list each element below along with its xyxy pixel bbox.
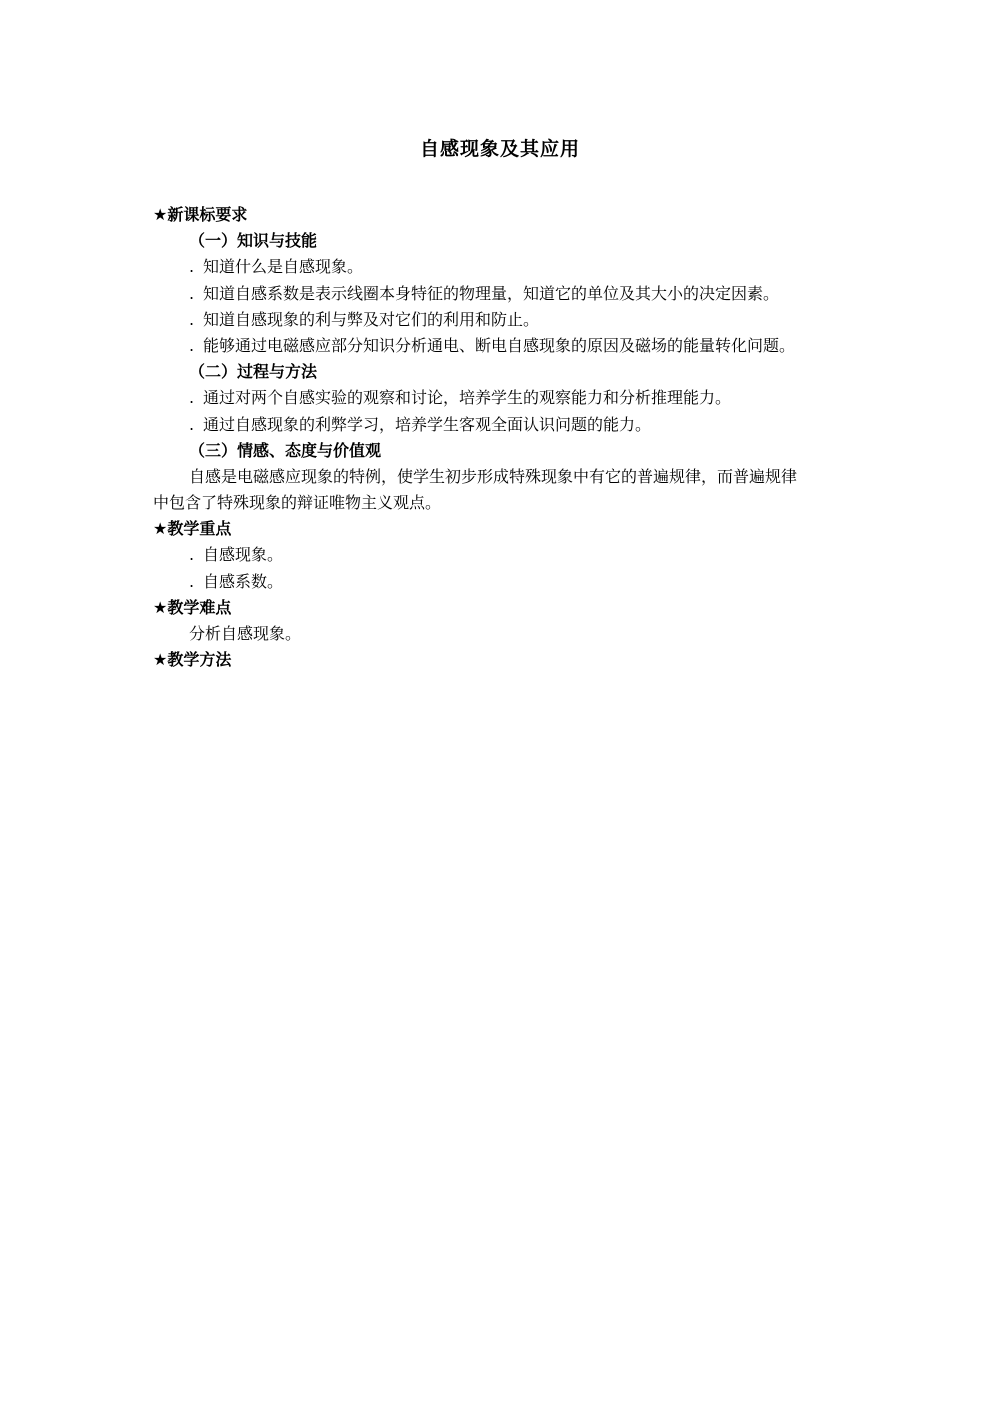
list-item <box>153 412 853 438</box>
subsection-heading-knowledge: （一）知识与技能 <box>189 231 318 251</box>
list-item <box>153 281 853 307</box>
document-body <box>153 202 853 673</box>
list-item <box>153 333 853 359</box>
values-paragraph-line-2: 中包含了特殊现象的辩证唯物主义观点。 <box>153 493 442 513</box>
list-item <box>153 542 853 568</box>
bullet-dot: . <box>189 414 195 434</box>
bullet-dot: . <box>189 309 195 329</box>
values-paragraph-line-1: 自感是电磁感应现象的特例，使学生初步形成特殊现象中有它的普遍规律，而普遍规律 <box>189 466 798 486</box>
list-item-text: 知道自感系数是表示线圈本身特征的物理量，知道它的单位及其大小的决定因素。 <box>203 283 780 303</box>
bullet-dot: . <box>189 335 195 355</box>
list-item-text: 自感系数。 <box>203 571 284 591</box>
section-heading-standards: ★新课标要求 <box>153 205 248 224</box>
list-item-text: 知道自感现象的利与弊及对它们的利用和防止。 <box>203 309 540 329</box>
section-heading-difficulties: ★教学难点 <box>153 597 232 617</box>
list-item-text: 能够通过电磁感应部分知识分析通电、断电自感现象的原因及磁场的能量转化问题。 <box>203 335 796 355</box>
bullet-dot: . <box>189 388 195 408</box>
document-title: 自感现象及其应用 <box>419 138 580 160</box>
bullet-dot: . <box>189 545 195 565</box>
list-item-text: 通过对两个自感实验的观察和讨论，培养学生的观察能力和分析推理能力。 <box>203 388 732 408</box>
bullet-dot: . <box>189 283 195 303</box>
section-heading-key-points: ★教学重点 <box>153 519 232 539</box>
subsection-heading-process: （二）过程与方法 <box>189 362 318 382</box>
list-item <box>153 254 853 280</box>
list-item <box>153 385 853 411</box>
list-item-text: 通过自感现象的利弊学习，培养学生客观全面认识问题的能力。 <box>203 414 652 434</box>
section-heading-methods: ★教学方法 <box>153 650 232 670</box>
difficulties-text: 分析自感现象。 <box>189 624 302 643</box>
list-item-text: 自感现象。 <box>203 545 284 565</box>
list-item <box>153 569 853 595</box>
bullet-dot: . <box>189 257 195 277</box>
list-item <box>153 307 853 333</box>
list-item-text: 知道什么是自感现象。 <box>203 257 364 277</box>
bullet-dot: . <box>189 571 195 591</box>
subsection-heading-values: （三）情感、态度与价值观 <box>189 440 382 460</box>
